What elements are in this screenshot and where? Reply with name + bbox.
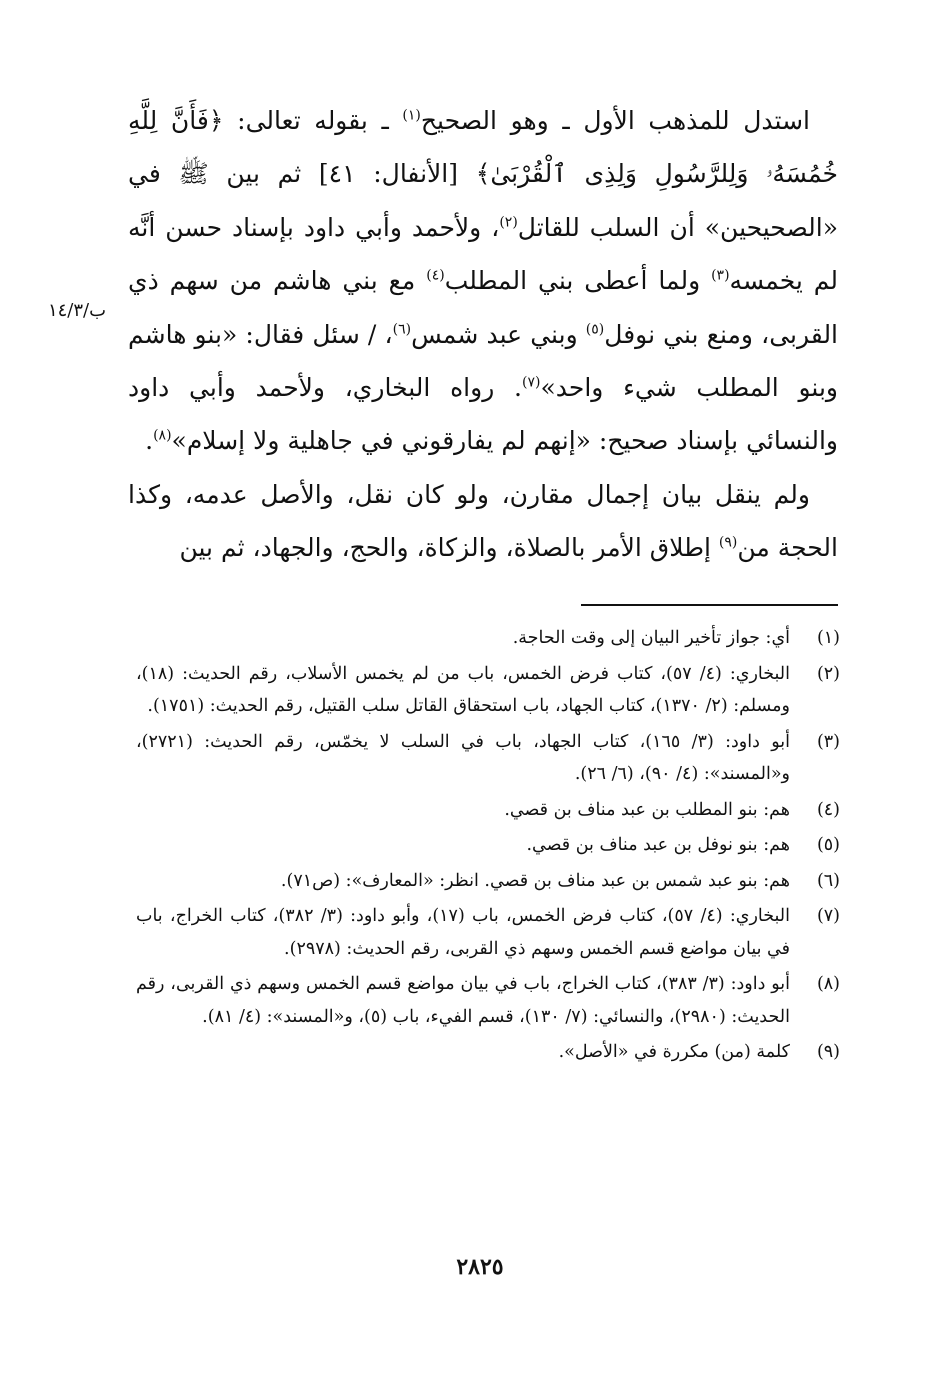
text-run: إطلاق الأمر بالصلاة، والزكاة، والحج، والجهاد، ثم بين	[179, 533, 719, 563]
margin-folio-note: ب/١٤/٣	[47, 300, 107, 321]
footnote-ref[interactable]: (٥)	[585, 321, 605, 338]
main-text	[128, 94, 838, 575]
text-run: ولما أعطى بني المطلب	[444, 266, 712, 296]
footnote-number: (٩)	[816, 1042, 840, 1062]
text-run: . رواه البخاري، ولأحمد وأبي داود والنسائي بإسناد صحيح: «إنهم لم يفارقوني في جاهلية ولا إسلام»	[128, 373, 838, 456]
footnote-number: (٨)	[816, 974, 840, 994]
footnote	[136, 1036, 840, 1069]
footnote-text: البخاري: (٤/ ٥٧)، كتاب فرض الخمس، باب (١٧)، وأبو داود: (٣/ ٣٨٢)، كتاب الخراج، باب في بيان مواضع قسم الخمس وسهم ذي القربى، رقم الحديث: (٢٩٧٨).	[136, 906, 790, 959]
text-run: ولم ينقل بيان إجمال مقارن، ولو كان نقل، والأصل عدمه، وكذا الحجة من	[128, 479, 838, 563]
text-run: .	[145, 426, 154, 456]
footnote-text: أي: جواز تأخير البيان إلى وقت الحاجة.	[512, 628, 790, 648]
footnote-ref[interactable]: (٨)	[153, 428, 172, 445]
footnote-ref[interactable]: (١)	[402, 107, 421, 124]
footnote-ref[interactable]: (٤)	[426, 267, 445, 284]
text-run: استدل للمذهب الأول ـ وهو الصحيح	[420, 106, 810, 135]
footnote-number: (٦)	[816, 870, 840, 891]
footnote-number: (٧)	[816, 906, 840, 926]
text-run: مع بني هاشم من سهم ذي القربى، ومنع بني نوفل	[128, 266, 839, 349]
footnote	[136, 900, 840, 965]
footnote	[136, 829, 840, 862]
footnote	[136, 658, 840, 723]
paragraph-2	[128, 468, 838, 575]
paragraph-1	[128, 94, 838, 468]
footnote-number: (٥)	[816, 835, 840, 855]
footnote-ref[interactable]: (٧)	[521, 374, 541, 391]
footnote-ref[interactable]: (٦)	[392, 321, 412, 338]
footnote-text: هم: بنو نوفل بن عبد مناف بن قصي.	[526, 835, 790, 855]
footnote-ref[interactable]: (٣)	[711, 267, 730, 284]
footnotes	[136, 622, 840, 1072]
text-run: ، / سئل فقال: «بنو هاشم وبنو المطلب شيء واحد»	[128, 319, 839, 403]
footnote-text: أبو داود: (٣/ ١٦٥)، كتاب الجهاد، باب في السلب لا يخمّس، رقم الحديث: (٢٧٢١)، و«المسند»: (٤/ ٩٠)، (٦/ ٢٦).	[136, 731, 790, 784]
footnote	[136, 726, 840, 791]
footnote	[136, 865, 840, 898]
footnote-text: هم: بنو المطلب بن عبد مناف بن قصي.	[504, 799, 790, 820]
footnote-text: هم: بنو عبد شمس بن عبد مناف بن قصي. انظر: «المعارف»: (ص٧١).	[280, 870, 790, 891]
footnote-text: أبو داود: (٣/ ٣٨٣)، كتاب الخراج، باب في بيان مواضع قسم الخمس وسهم ذي القربى، رقم الحديث: (٢٩٨٠)، والنسائي: (٧/ ١٣٠)، قسم الفيء، باب (٥)، و«المسند»: (٤/ ٨١).	[136, 974, 790, 1027]
footnote-text: البخاري: (٤/ ٥٧)، كتاب فرض الخمس، باب من لم يخمس الأسلاب، رقم الحديث: (١٨)، ومسلم: (٢/ ١٣٧٠)، كتاب الجهاد، باب استحقاق القاتل سلب القتيل، رقم الحديث: (١٧٥١).	[136, 663, 790, 716]
footnote-number: (٣)	[816, 731, 840, 752]
text-run: ، ولأحمد وأبي داود بإسناد حسن أنَّه لم يخمسه	[128, 212, 838, 296]
footnote	[136, 794, 840, 827]
footnote-ref[interactable]: (٩)	[718, 534, 738, 551]
text-run: ـ بقوله تعالى: ﴿فَأَنَّ لِلَّهِ خُمُسَهُۥ وَلِلرَّسُولِ وَلِذِى ٱلْقُرْبَىٰ﴾ [الأنفال: ٤١] ثم بين ﷺ في «الصحيحين» أن السلب للقاتل	[128, 106, 838, 242]
footnote-separator	[581, 604, 838, 606]
footnote	[136, 622, 840, 655]
text-run: وبني عبد شمس	[411, 319, 586, 349]
page-number: ٢٨٢٥	[456, 1254, 504, 1280]
footnote-number: (٢)	[816, 663, 840, 684]
footnote	[136, 968, 840, 1033]
footnote-ref[interactable]: (٢)	[499, 214, 518, 231]
footnote-number: (١)	[816, 628, 840, 648]
footnote-number: (٤)	[816, 799, 840, 820]
footnote-text: كلمة (من) مكررة في «الأصل».	[558, 1042, 790, 1062]
